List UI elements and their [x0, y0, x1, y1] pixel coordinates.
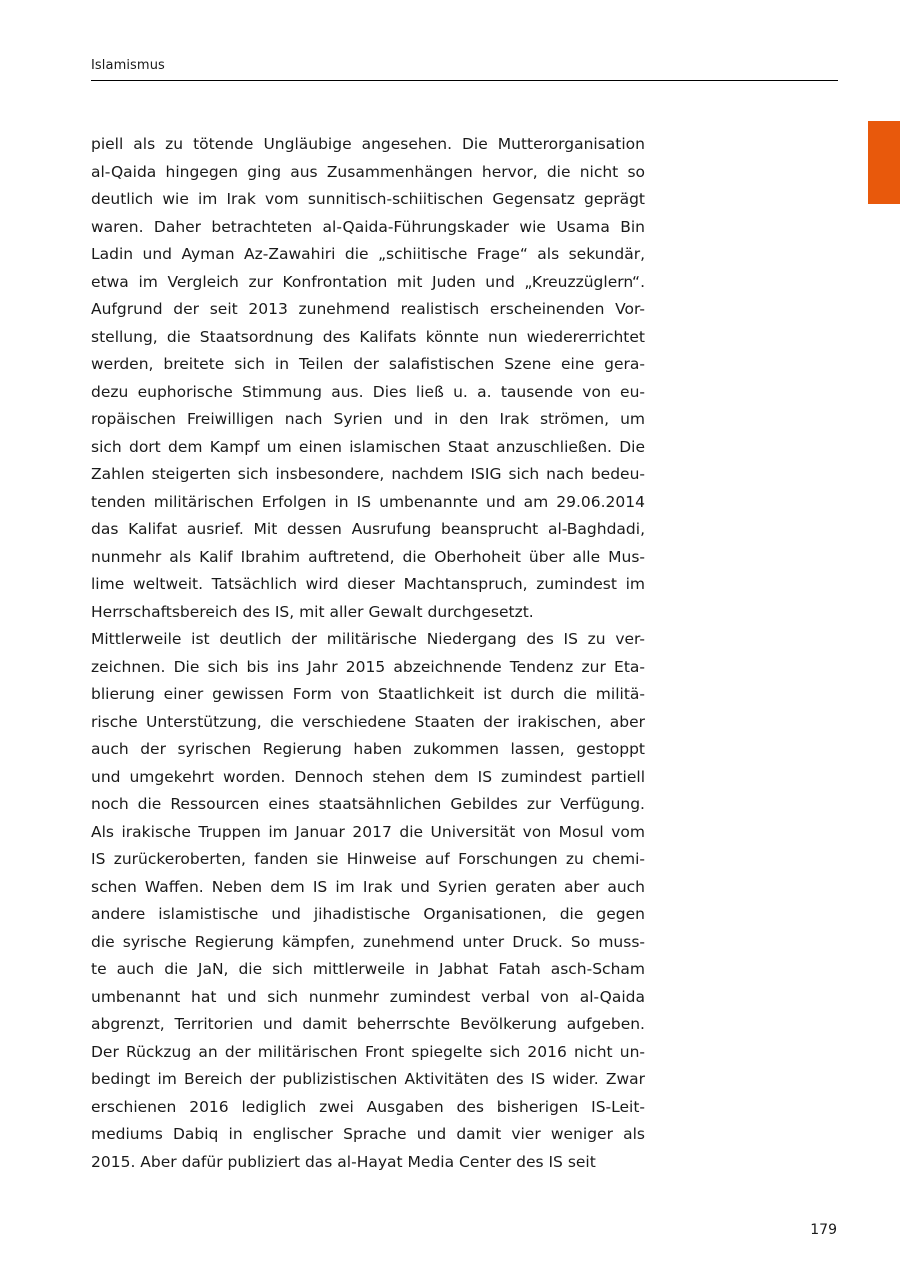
text-line: die syrische Regierung kämpfen, zunehmend unter Druck. So muss- — [91, 932, 645, 951]
body-text — [91, 131, 645, 1187]
header-rule — [91, 80, 838, 81]
text-line: te auch die JaN, die sich mittlerweile in Jabhat Fatah asch-Scham — [91, 960, 645, 978]
text-line: zeichnen. Die sich bis ins Jahr 2015 abzeichnende Tendenz zur Eta- — [91, 657, 645, 676]
text-line: Mittlerweile ist deutlich der militärische Niedergang des IS zu ver- — [91, 630, 645, 648]
text-line: dezu euphorische Stimmung aus. Dies ließ u. a. tausende von eu- — [91, 382, 645, 401]
chapter-thumb-tab — [868, 121, 900, 204]
text-line: andere islamistische und jihadistische Organisationen, die gegen — [91, 905, 645, 923]
text-line: piell als zu tötende Ungläubige angesehen. Die Mutterorganisation — [91, 135, 645, 153]
text-line: das Kalifat ausrief. Mit dessen Ausrufung beansprucht al-Baghdadi, — [91, 520, 645, 538]
text-line: auch der syrischen Regierung haben zukommen lassen, gestoppt — [91, 740, 645, 758]
running-header: Islamismus — [91, 58, 165, 73]
text-line: nunmehr als Kalif Ibrahim auftretend, die Oberhoheit über alle Mus- — [91, 547, 645, 566]
text-line: Ladin und Ayman Az-Zawahiri die „schiitische Frage“ als sekundär, — [91, 245, 645, 263]
text-line: rische Unterstützung, die verschiedene Staaten der irakischen, aber — [91, 712, 645, 731]
text-line: 2015. Aber dafür publiziert das al-Hayat Media Center des IS seit — [91, 1152, 596, 1171]
text-line: schen Waffen. Neben dem IS im Irak und Syrien geraten aber auch — [91, 877, 645, 896]
text-line: al-Qaida hingegen ging aus Zusammenhängen hervor, die nicht so — [91, 162, 645, 181]
text-line: erschienen 2016 lediglich zwei Ausgaben des bisherigen IS-Leit- — [91, 1097, 645, 1116]
text-line: umbenannt hat und sich nunmehr zumindest verbal von al-Qaida — [91, 987, 645, 1006]
text-line: waren. Daher betrachteten al-Qaida-Führungskader wie Usama Bin — [91, 217, 645, 236]
text-line: Herrschaftsbereich des IS, mit aller Gewalt durchgesetzt. — [91, 602, 534, 621]
text-line: bedingt im Bereich der publizistischen Aktivitäten des IS wider. Zwar — [91, 1070, 645, 1088]
text-line: etwa im Vergleich zur Konfrontation mit Juden und „Kreuzzüglern“. — [91, 272, 645, 291]
page-number: 179 — [810, 1222, 837, 1238]
text-line: mediums Dabiq in englischer Sprache und damit vier weniger als — [91, 1125, 645, 1143]
text-line: lime weltweit. Tatsächlich wird dieser Machtanspruch, zumindest im — [91, 575, 645, 593]
text-line: Zahlen steigerten sich insbesondere, nachdem ISIG sich nach bedeu- — [91, 465, 645, 483]
text-line: ropäischen Freiwilligen nach Syrien und in den Irak strömen, um — [91, 410, 645, 428]
text-line: stellung, die Staatsordnung des Kalifats könnte nun wiedererrichtet — [91, 327, 645, 346]
text-line: und umgekehrt worden. Dennoch stehen dem IS zumindest partiell — [91, 767, 645, 786]
text-line: Der Rückzug an der militärischen Front spiegelte sich 2016 nicht un- — [91, 1042, 645, 1061]
text-line: noch die Ressourcen eines staatsähnlichen Gebildes zur Verfügung. — [91, 795, 645, 813]
text-line: Aufgrund der seit 2013 zunehmend realistisch erscheinenden Vor- — [91, 300, 645, 318]
text-line: deutlich wie im Irak vom sunnitisch-schiitischen Gegensatz geprägt — [91, 190, 645, 208]
text-line: Als irakische Truppen im Januar 2017 die Universität von Mosul vom — [91, 822, 645, 841]
text-line: abgrenzt, Territorien und damit beherrschte Bevölkerung aufgeben. — [91, 1015, 645, 1033]
text-line: werden, breitete sich in Teilen der salafistischen Szene eine gera- — [91, 355, 645, 373]
text-line: tenden militärischen Erfolgen in IS umbenannte und am 29.06.2014 — [91, 492, 645, 511]
text-line: sich dort dem Kampf um einen islamischen Staat anzuschließen. Die — [91, 437, 645, 456]
text-line: IS zurückeroberten, fanden sie Hinweise auf Forschungen zu chemi- — [91, 850, 645, 868]
text-line: blierung einer gewissen Form von Staatlichkeit ist durch die militä- — [91, 685, 645, 703]
